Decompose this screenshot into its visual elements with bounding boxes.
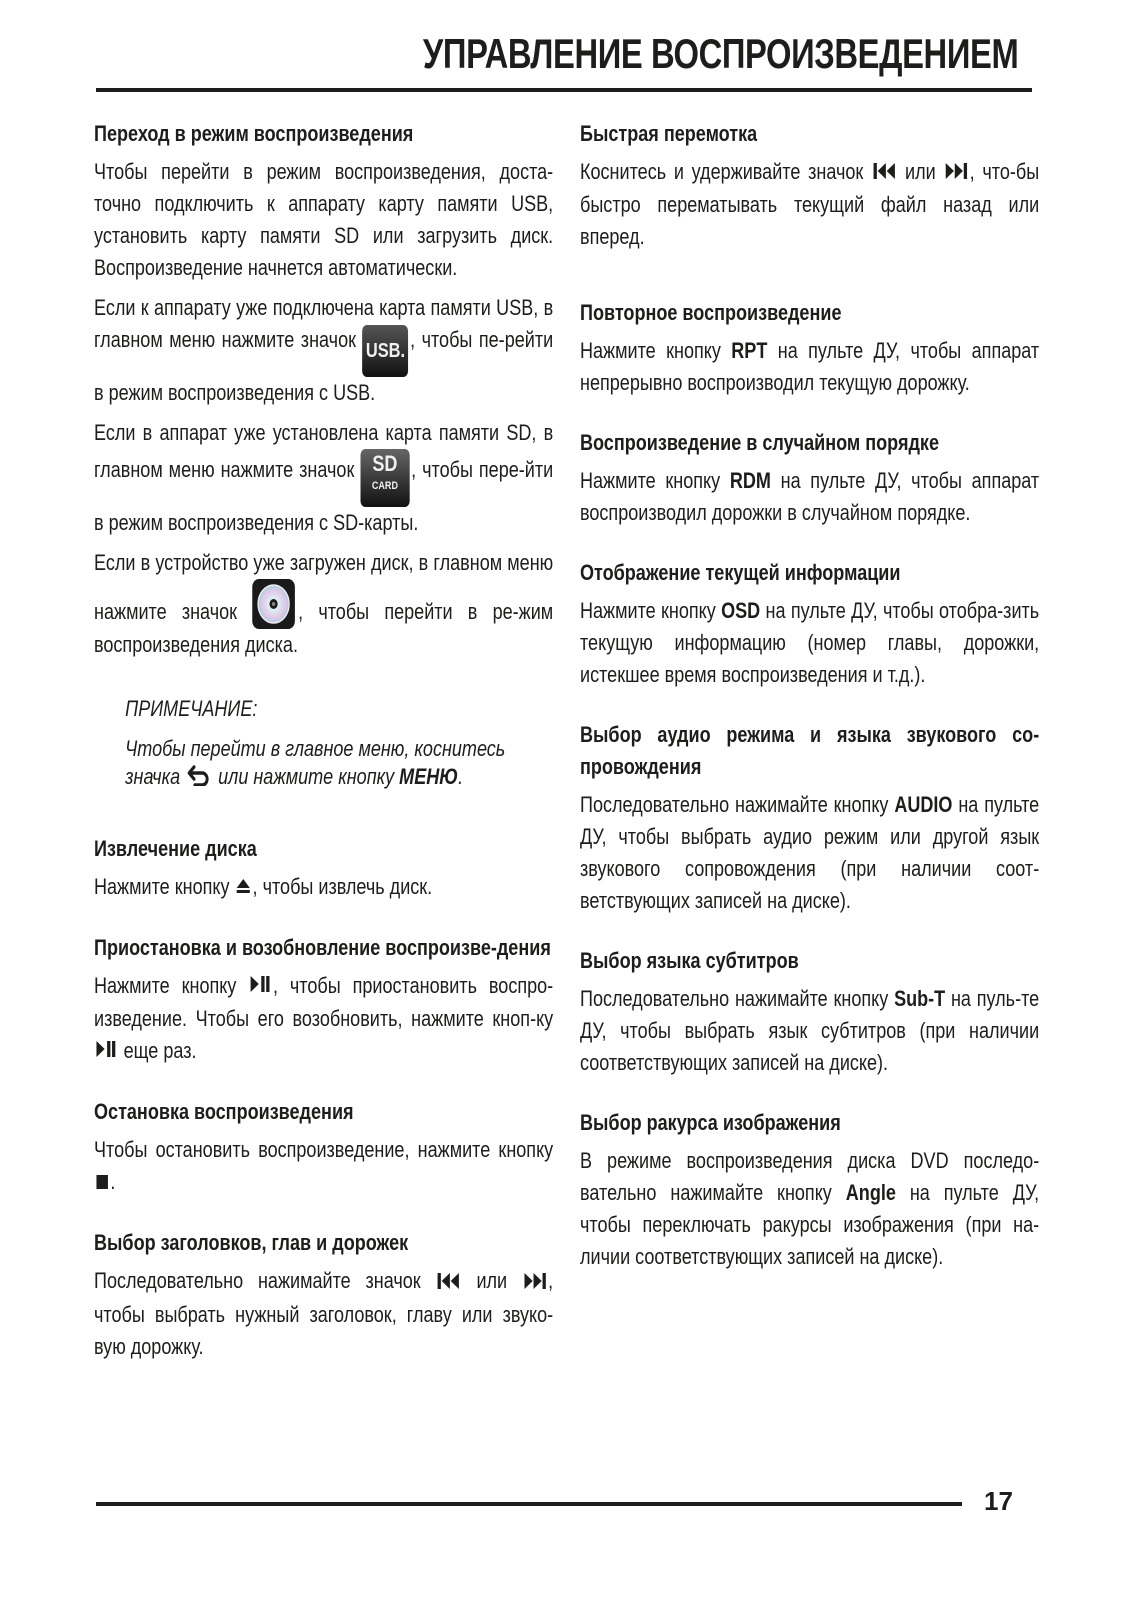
page-number: 17: [984, 1486, 1013, 1516]
heading-select: Выбор заголовков, глав и дорожек: [94, 1230, 409, 1256]
text-disc-before: Если в устройство уже загружен диск, в главном меню нажмите значок: [94, 550, 554, 624]
text-random-after: на пульте ДУ, чтобы аппарат воспроизводил дорожки в случайном порядке.: [580, 468, 1040, 526]
audio-button-label: AUDIO: [894, 792, 953, 818]
rewind-icon: [873, 157, 896, 189]
text-select-after: , чтобы выбрать нужный заголовок, главу или звуко-вую дорожку.: [94, 1268, 554, 1359]
heading-angle: Выбор ракурса изображения: [580, 1110, 841, 1136]
note-text-before: Чтобы перейти в главное меню, коснитесь значка: [125, 736, 506, 789]
text-repeat-after: на пульте ДУ, чтобы аппарат непрерывно воспроизводил текущую дорожку.: [580, 338, 1040, 396]
paragraph-repeat: [580, 335, 1039, 399]
fast-forward-icon: [945, 157, 968, 189]
heading-subtitle: Выбор языка субтитров: [580, 948, 799, 974]
paragraph-eject: [94, 871, 553, 904]
text-sd-after: , чтобы пере-йти в режим воспроизведения с SD-карты.: [94, 457, 554, 535]
paragraph-playback-intro: Чтобы перейти в режим воспроизведения, доста-точно подключить к аппарату карту памяти USB, установить карту памяти SD или загрузить диск. Воспроизведение начнется автоматически.: [94, 159, 554, 280]
paragraph-disc: [94, 547, 553, 661]
paragraph-stop: [94, 1134, 553, 1199]
right-column: [580, 118, 1039, 1301]
text-osd-before: Нажмите кнопку: [580, 598, 716, 624]
section-random: [580, 427, 1039, 529]
next-icon: [524, 1267, 547, 1299]
sd-icon-sublabel: CARD: [371, 480, 398, 492]
sd-icon-label: SD: [372, 451, 398, 476]
heading-playback-mode: Переход в режим воспроизведения: [94, 121, 414, 146]
back-arrow-icon: [187, 764, 212, 793]
text-random-before: Нажмите кнопку: [580, 468, 721, 494]
note-box: [125, 695, 553, 793]
heading-audio: Выбор аудио режима и языка звукового со-провождения: [580, 722, 1040, 780]
play-pause-icon-2: [96, 1036, 117, 1068]
usb-icon: [363, 325, 409, 377]
heading-repeat: Повторное воспроизведение: [580, 300, 842, 326]
text-select-middle: или: [476, 1268, 508, 1294]
page-title: УПРАВЛЕНИЕ ВОСПРОИЗВЕДЕНИЕМ: [422, 30, 1018, 77]
paragraph-pause: [94, 970, 553, 1068]
text-sd-before: Если в аппарат уже установлена карта памяти SD, в главном меню нажмите значок: [94, 420, 554, 482]
text-audio-before: Последовательно нажимайте кнопку: [580, 792, 889, 818]
paragraph-fast: [580, 156, 1039, 253]
paragraph-audio: [580, 789, 1039, 917]
note-text: [125, 735, 553, 793]
usb-icon-label: USB.: [365, 340, 406, 362]
heading-stop: Остановка воспроизведения: [94, 1099, 354, 1125]
text-audio-after: на пульте ДУ, чтобы выбрать аудио режим или другой язык звукового сопровождения (при наличии соот-ветствующих записей на диске).: [580, 792, 1040, 914]
previous-icon: [437, 1267, 460, 1299]
text-subtitle-before: Последовательно нажимайте кнопку: [580, 986, 889, 1012]
text-pause-after: еще раз.: [123, 1038, 197, 1064]
text-repeat-before: Нажмите кнопку: [580, 338, 721, 364]
heading-pause: Приостановка и возобновление воспроизве-дения: [94, 934, 551, 960]
paragraph-select: [94, 1265, 553, 1362]
paragraph-osd: [580, 595, 1039, 691]
subt-button-label: Sub-T: [894, 986, 946, 1012]
disc-icon: [252, 579, 295, 629]
paragraph-random: [580, 465, 1039, 529]
text-pause-middle: , чтобы приостановить воспро-изведение. Чтобы его возобновить, нажмите кноп-ку: [94, 972, 554, 1032]
text-fast-before: Коснитесь и удерживайте значок: [580, 159, 864, 184]
text-angle-after: на пульте ДУ, чтобы переключать ракурсы изображения (при на-личии соответствующих записей на диске).: [580, 1180, 1040, 1270]
text-angle-before: В режиме воспроизведения диска DVD последо-вательно нажимайте кнопку: [580, 1148, 1040, 1206]
section-angle: [580, 1107, 1039, 1273]
section-osd: [580, 557, 1039, 691]
section-fast: [580, 118, 1039, 253]
footer-rule: [96, 1502, 962, 1506]
text-pause-before: Нажмите кнопку: [94, 972, 237, 998]
text-stop-before: Чтобы остановить воспроизведение, нажмите кнопку: [94, 1137, 554, 1163]
rpt-button-label: RPT: [731, 338, 768, 364]
text-eject-before: Нажмите кнопку: [94, 873, 230, 899]
paragraph-angle: [580, 1145, 1039, 1273]
text-disc-after: , чтобы перейти в ре-жим воспроизведения диска.: [94, 599, 554, 657]
paragraph-sd: [94, 417, 553, 539]
play-pause-icon: [250, 971, 271, 1003]
heading-eject: Извлечение диска: [94, 835, 257, 861]
heading-random: Воспроизведение в случайном порядке: [580, 430, 940, 456]
note-text-middle: или нажмите кнопку: [218, 764, 395, 789]
rdm-button-label: RDM: [729, 468, 771, 494]
section-repeat: [580, 297, 1039, 399]
stop-icon: [96, 1167, 109, 1199]
paragraph-usb: [94, 292, 553, 409]
note-menu-button-label: МЕНЮ: [399, 764, 459, 789]
note-title: ПРИМЕЧАНИЕ:: [125, 696, 258, 721]
text-usb-before: Если к аппарату уже подключена карта памяти USB, в главном меню нажмите значок: [94, 295, 554, 352]
title-rule: [96, 88, 1032, 92]
text-stop-after: .: [110, 1169, 116, 1195]
angle-button-label: Angle: [845, 1180, 896, 1206]
section-select: [94, 1227, 553, 1362]
section-subtitle: [580, 945, 1039, 1079]
osd-button-label: OSD: [721, 598, 761, 624]
text-usb-after: , чтобы пе-рейти в режим воспроизведения с USB.: [94, 327, 554, 405]
text-fast-middle: или: [904, 159, 936, 184]
heading-fast: Быстрая перемотка: [580, 121, 758, 146]
eject-icon: [236, 872, 251, 904]
sd-card-icon: [360, 449, 409, 507]
section-pause: [94, 932, 553, 1068]
section-audio: [580, 719, 1039, 917]
text-eject-after: , чтобы извлечь диск.: [252, 873, 433, 899]
text-select-before: Последовательно нажимайте значок: [94, 1268, 421, 1294]
note-text-end: .: [458, 764, 464, 789]
paragraph-subtitle: [580, 983, 1039, 1079]
left-column: [94, 118, 553, 1391]
text-fast-after: , что-бы быстро перематывать текущий файл назад или вперед.: [580, 159, 1040, 250]
section-eject: [94, 833, 553, 904]
heading-osd: Отображение текущей информации: [580, 560, 901, 586]
section-playback-mode: [94, 118, 553, 661]
text-osd-after: на пульте ДУ, чтобы отобра-зить текущую информацию (номер главы, дорожки, истекшее время воспроизведения и т.д.).: [580, 598, 1040, 688]
section-stop: [94, 1096, 553, 1199]
text-subtitle-after: на пуль-те ДУ, чтобы выбрать язык субтитров (при наличии соответствующих записей на диске).: [580, 986, 1040, 1076]
